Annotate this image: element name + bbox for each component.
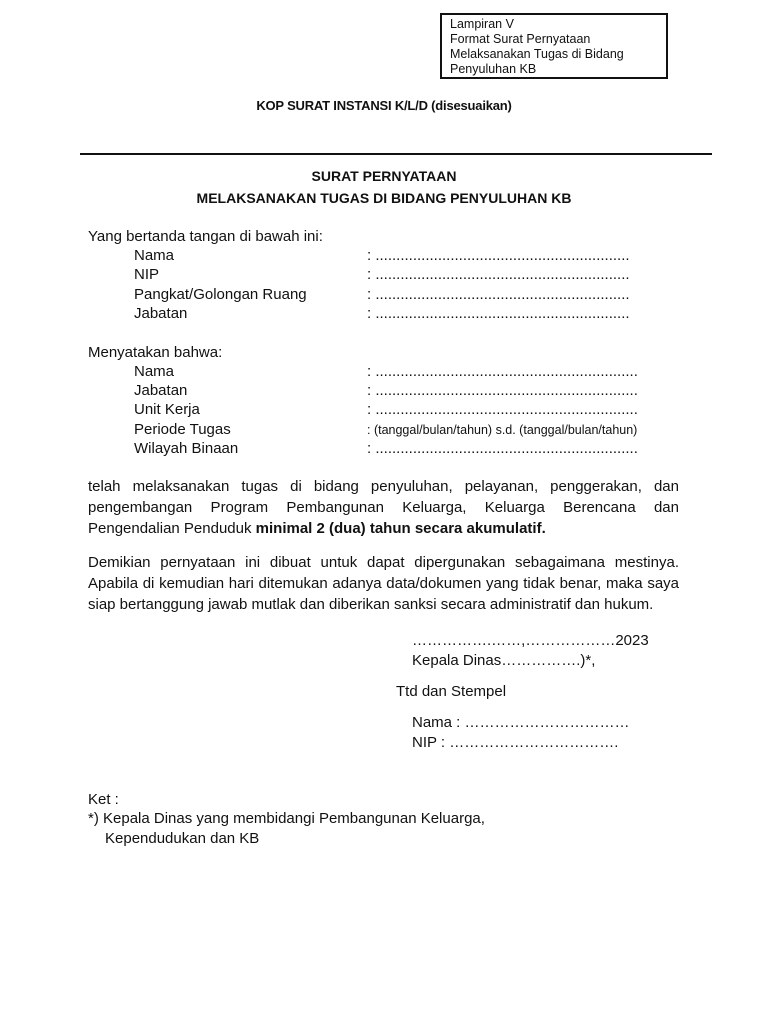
subject-period-value: : (tanggal/bulan/tahun) s.d. (tanggal/bulan/tahun) — [367, 423, 638, 437]
letterhead-placeholder: KOP SURAT INSTANSI K/L/D (disesuaikan) — [256, 98, 512, 113]
subject-unit-label: Unit Kerja — [134, 401, 200, 418]
letterhead-divider — [80, 153, 712, 155]
subject-period-label: Periode Tugas — [134, 421, 231, 438]
statement-paragraph-text: telah melaksanakan tugas di bidang penyuluhan, pelayanan, penggerakan, dan pengembangan Program Pembangunan Keluarga, Keluarga Berencana dan Pengendalian Penduduk — [88, 478, 679, 537]
lampiran-line: Penyuluhan KB — [450, 62, 537, 76]
signature-place-date: …………….……,………………2023 — [412, 632, 649, 649]
subject-region-value: : ............................................................... — [367, 440, 638, 457]
subject-name-value: : ............................................................... — [367, 363, 638, 380]
subject-name-label: Nama — [134, 363, 175, 380]
closing-paragraph: Demikian pernyataan ini dibuat untuk dapat dipergunakan sebagaimana mestinya. Apabila di kemudian hari ditemukan adanya data/dokumen yang tidak benar, maka saya siap bertanggung jawab mutlak dan diberikan sanksi secara administratif dan hukum. — [88, 554, 679, 613]
signature-name: Nama : …………………………… — [412, 714, 630, 731]
lampiran-line: Melaksanakan Tugas di Bidang — [450, 47, 624, 61]
signer-intro: Yang bertanda tangan di bawah ini: — [88, 228, 323, 245]
lampiran-line: Format Surat Pernyataan — [450, 32, 591, 46]
signer-position-value: : ............................................................. — [367, 305, 630, 322]
statement-paragraph-emphasis: minimal 2 (dua) tahun secara akumulatif. — [255, 520, 546, 537]
signer-rank-label: Pangkat/Golongan Ruang — [134, 286, 307, 303]
signer-name-value: : ............................................................. — [367, 247, 630, 264]
lampiran-line: Lampiran V — [450, 17, 514, 31]
statement-intro: Menyatakan bahwa: — [88, 344, 223, 361]
signer-nip-value: : ............................................................. — [367, 266, 630, 283]
subject-region-label: Wilayah Binaan — [134, 440, 239, 457]
subject-position-value: : ............................................................... — [367, 382, 638, 399]
note-heading: Ket : — [88, 791, 119, 808]
note-line: *) Kepala Dinas yang membidangi Pembangunan Keluarga, — [88, 810, 485, 827]
subject-unit-value: : ............................................................... — [367, 401, 638, 418]
lampiran-box — [440, 13, 668, 79]
note-line: Kependudukan dan KB — [105, 830, 260, 847]
signer-rank-value: : ............................................................. — [367, 286, 630, 303]
document-title: SURAT PERNYATAAN — [311, 168, 457, 184]
document-subtitle: MELAKSANAKAN TUGAS DI BIDANG PENYULUHAN KB — [196, 190, 572, 206]
signature-stamp-label: Ttd dan Stempel — [396, 683, 507, 700]
statement-paragraph — [88, 476, 679, 539]
signer-name-label: Nama — [134, 247, 175, 264]
signature-nip: NIP : ……………………………. — [412, 734, 619, 751]
subject-position-label: Jabatan — [134, 382, 188, 399]
signature-position: Kepala Dinas…………….)*, — [412, 652, 596, 669]
signer-position-label: Jabatan — [134, 305, 188, 322]
signer-nip-label: NIP — [134, 266, 160, 283]
